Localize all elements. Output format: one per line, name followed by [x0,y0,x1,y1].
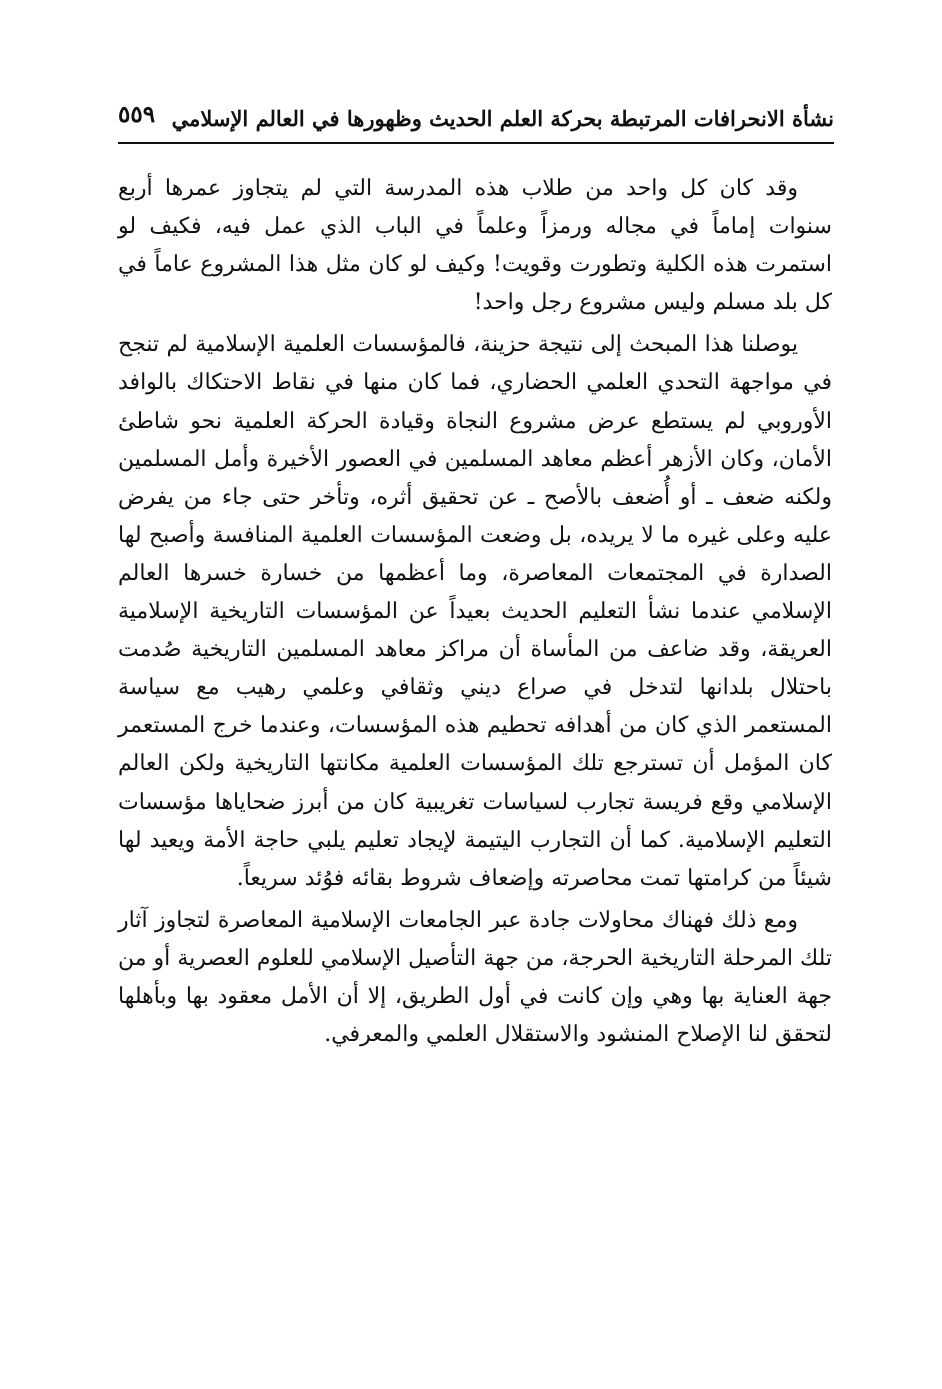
paragraph-1: وقد كان كل واحد من طلاب هذه المدرسة التي لم يتجاوز عمرها أربع سنوات إماماً في مجاله ورمزاً وعلماً في الباب الذي عمل فيه، فكيف لو استمرت هذه الكلية وتطورت وقويت! وكيف لو كان مثل هذا المشروع عاماً في كل بلد مسلم وليس مشروع رجل واحد! [118,176,832,316]
running-title: نشأة الانحرافات المرتبطة بحركة العلم الحديث وظهورها في العالم الإسلامي [171,106,834,131]
paragraph-3: ومع ذلك فهناك محاولات جادة عبر الجامعات الإسلامية المعاصرة لتجاوز آثار تلك المرحلة التاريخية الحرجة، من جهة التأصيل الإسلامي للعلوم العصرية أو من جهة العناية بها وهي وإن كانت في أول الطريق، إلا أن الأمل معقود بها وبأهلها لتحقق لنا الإصلاح المنشود والاستقلال العلمي والمعرفي. [118,907,832,1048]
page-number: ٥٥٩ [118,101,156,128]
page-header [118,100,834,144]
page-body [118,170,832,1058]
paragraph-2: يوصلنا هذا المبحث إلى نتيجة حزينة، فالمؤسسات العلمية الإسلامية لم تنجح في مواجهة التحدي العلمي الحضاري، فما كان منها في نقاط الاحتكاك بالوافد الأوروبي لم يستطع عرض مشروع النجاة وقيادة الحركة العلمية نحو شاطئ الأمان، وكان الأزهر أعظم معاهد المسلمين في العصور الأخيرة وأمل المسلمين ولكنه ضعف ـ أو أُضعف بالأصح ـ عن تحقيق أثره، وتأخر حتى جاء من يفرض عليه وعلى غيره ما لا يريده، بل وضعت المؤسسات العلمية المنافسة وأصبح لها الصدارة في المجتمعات المعاصرة، وما أعظمها من خسارة خسرها العالم الإسلامي عندما نشأ التعليم الحديث بعيداً عن المؤسسات التاريخية الإسلامية العريقة، وقد ضاعف من المأساة أن مراكز معاهد المسلمين التاريخية صُدمت باحتلال بلدانها لتدخل في صراع ديني وثقافي وعلمي رهيب مع سياسة المستعمر الذي كان من أهدافه تحطيم هذه المؤسسات، وعندما خرج المستعمر كان المؤمل أن تسترجع تلك المؤسسات العلمية مكانتها التاريخية ولكن العالم الإسلامي وقع فريسة تجارب لسياسات تغريبية كان من أبرز ضحاياها مؤسسات التعليم الإسلامية. كما أن التجارب اليتيمة لإيجاد تعليم يلبي حاجة الأمة ويعيد لها شيئاً من كرامتها تمت محاصرته وإضعاف شروط بقائه فوُئد سريعاً. [118,332,832,891]
